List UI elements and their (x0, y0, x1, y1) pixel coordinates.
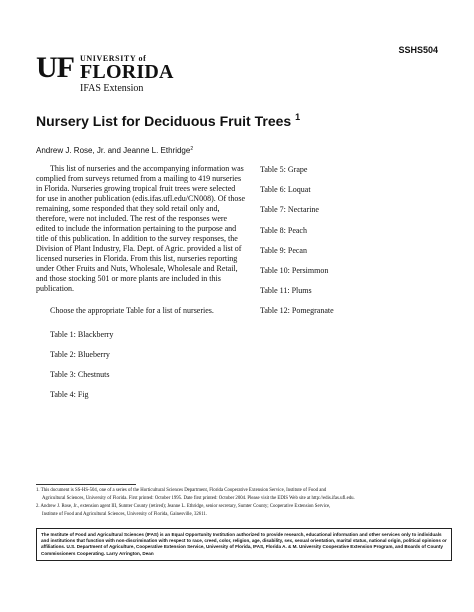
footnotes (36, 488, 446, 520)
left-column (36, 164, 246, 410)
footnote-2-continuation: Institute of Food and Agricultural Sciences, University of Florida, Gainesville, 32611. (42, 512, 208, 517)
authors-text: Andrew J. Rose, Jr. and Jeanne L. Ethridge (36, 146, 191, 155)
title-footnote-ref: 1 (295, 112, 301, 122)
logo-uf-mark: UF (36, 51, 74, 84)
footnote-1-continuation: Agricultural Sciences, University of Florida. First printed: October 1995. Date first printed: October 2004. Please visit the EDIS Web site at http://edis.ifas.ufl.edu. (42, 496, 355, 501)
choose-table-paragraph: Choose the appropriate Table for a list of nurseries. (50, 306, 214, 315)
table-list-left (36, 330, 246, 400)
table-list-right (260, 165, 430, 316)
table-link[interactable]: Table 9: Pecan (260, 245, 307, 255)
table-link[interactable]: Table 8: Peach (260, 225, 307, 235)
footnote-divider (36, 484, 136, 485)
table-link[interactable]: Table 12: Pomegranate (260, 306, 334, 316)
table-link[interactable]: Table 1: Blackberry (50, 330, 114, 339)
table-link[interactable]: Table 11: Plums (260, 286, 312, 296)
authors-line (36, 146, 193, 155)
document-title-text: Nursery List for Deciduous Fruit Trees (36, 113, 292, 129)
intro-paragraph: This list of nurseries and the accompanying information was complied from surveys returned from a mailing to 419 nurseries in Florida. Nurseries growing tropical fruit trees were selected for use in another publication (edis.ifas.ufl.edu/CN008). Of those remaining, some responded that they sold retail only and, therefore, were not included. The rest of the responses were edited to include the information pertaining to the purpose and title of this publication. In addition to the survey responses, the Division of Plant Industry, Fla. Dept. of Agric. provided a list of licensed nurseries in Florida. From this list, nurseries reporting under Other Fruits and Nuts, Wholesale, Wholesale and Retail, and those stocking 501 or more plants are included in this publication. (36, 164, 246, 293)
table-link[interactable]: Table 7: Nectarine (260, 205, 319, 215)
equal-opportunity-disclaimer: The Institute of Food and Agricultural Sciences (IFAS) is an Equal Opportunity Institution authorized to provide research, educational information and other services only to individuals and institutions that function with non-discrimination with respect to race, creed, color, religion, age, disability, sex, sexual orientation, marital status, national origin, political opinions or affiliations. U.S. Department of Agriculture, Cooperative Extension Service, University of Florida, IFAS, Florida A. & M. University Cooperative Extension Program, and Boards of County Commissioners Cooperating. Larry Arrington, Dean (36, 528, 452, 561)
table-link[interactable]: Table 5: Grape (260, 165, 308, 174)
publication-code: SSHS504 (398, 45, 438, 55)
footnote-2: 2. Andrew J. Rose, Jr., extension agent III, Sumter County (retired); Jeanne L. Ethridge, senior secretary, Sumter County; Cooperative Extension Service, (36, 504, 331, 509)
logo-university-of: UNIVERSITY of (80, 54, 147, 63)
logo-florida: FLORIDA (80, 61, 174, 83)
table-link[interactable]: Table 2: Blueberry (50, 350, 110, 359)
uf-ifas-logo (36, 53, 186, 97)
document-title (36, 112, 300, 129)
right-column (260, 165, 430, 327)
footnote-1: 1. This document is SS-HS-504, one of a series of the Horticultural Sciences Department, Florida Cooperative Extension Service, Institute of Food and (36, 488, 327, 493)
table-link[interactable]: Table 3: Chestnuts (50, 370, 110, 379)
authors-footnote-ref: 2 (190, 146, 194, 152)
logo-ifas-extension: IFAS Extension (80, 83, 144, 94)
table-link[interactable]: Table 6: Loquat (260, 185, 311, 195)
table-link[interactable]: Table 10: Persimmon (260, 265, 329, 275)
table-link[interactable]: Table 4: Fig (50, 390, 89, 399)
